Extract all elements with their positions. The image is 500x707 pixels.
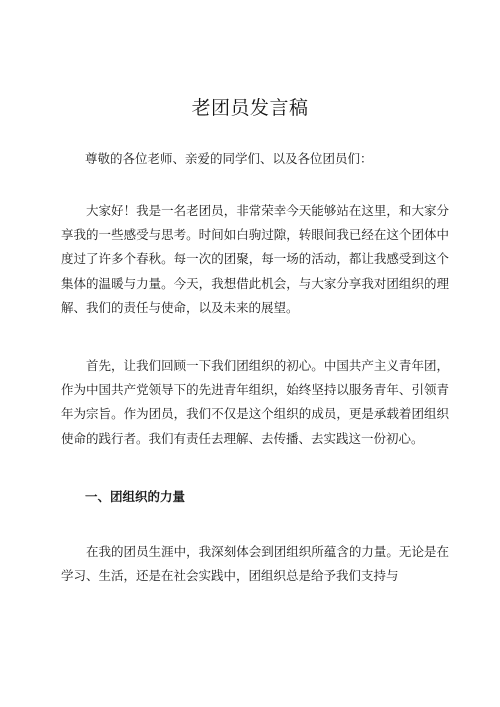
paragraph-original-aspiration: 首先，让我们回顾一下我们团组织的初心。中国共产主义青年团，作为中国共产党领导下的先进青年组织，始终坚持以服务青年、引领青年为宗旨。作为团员，我们不仅是这个组织的成员，更是承载着团组织使命的践行者。我们有责任去理解、去传播、去实践这一份初心。 (61, 358, 449, 446)
section-heading: 一、团组织的力量 (85, 489, 186, 504)
paragraph-greeting: 大家好！我是一名老团员，非常荣幸今天能够站在这里，和大家分享我的一些感受与思考。时间如白驹过隙，转眼间我已经在这个团体中度过了许多个春秋。每一次的团聚，每一场的活动，都让我感受到这个集体的温暖与力量。今天，我想借此机会，与大家分享我对团组织的理解、我们的责任与使命，以及未来的展望。 (61, 203, 449, 315)
document-title: 老团员发言稿 (191, 97, 309, 119)
paragraph-section-body: 在我的团员生涯中，我深刻体会到团组织所蕴含的力量。无论是在学习、生活，还是在社会实践中，团组织总是给予我们支持与 (61, 544, 449, 584)
salutation: 尊敬的各位老师、亲爱的同学们、以及各位团员们： (85, 151, 373, 166)
